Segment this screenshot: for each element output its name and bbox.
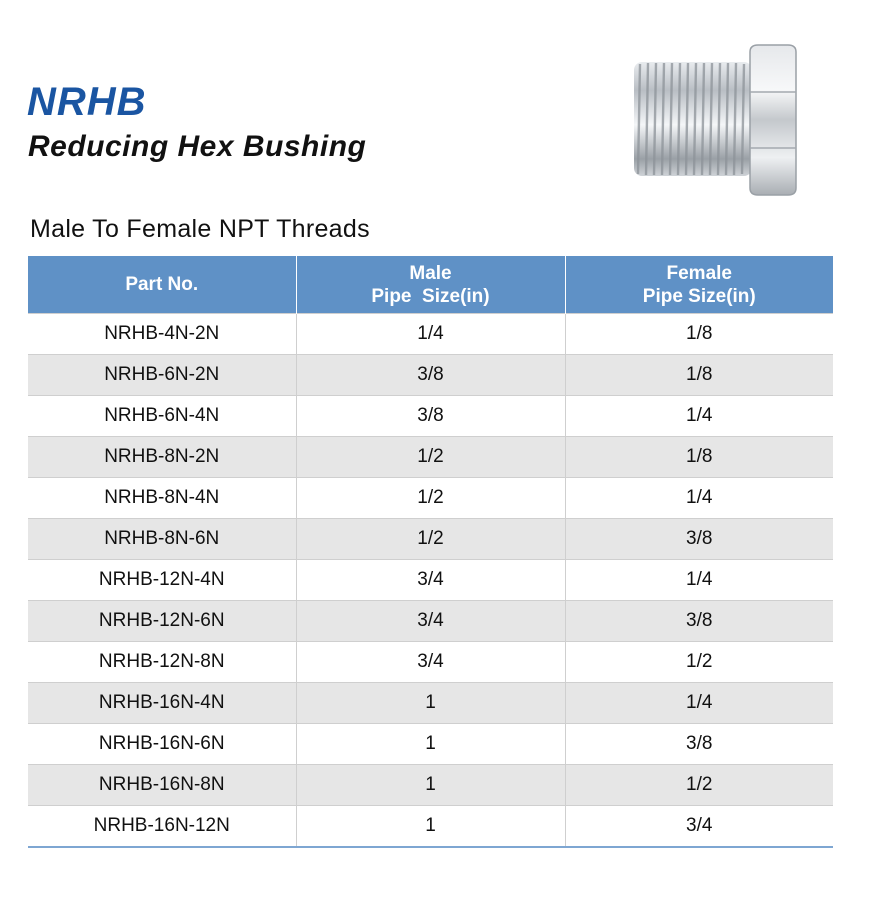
table-row — [28, 519, 833, 560]
male-size-cell: 3/4 — [296, 560, 565, 601]
part-no-cell: NRHB-6N-2N — [28, 355, 296, 396]
header-male-line1: Male — [409, 262, 452, 284]
male-size-cell: 3/8 — [296, 355, 565, 396]
header-male-line2: Pipe Size(in) — [371, 285, 490, 307]
part-no-cell: NRHB-8N-2N — [28, 437, 296, 478]
male-size-cell: 1 — [296, 806, 565, 848]
table-row — [28, 601, 833, 642]
female-size-cell: 1/4 — [565, 396, 833, 437]
male-size-cell: 1/2 — [296, 437, 565, 478]
part-no-cell: NRHB-4N-2N — [28, 314, 296, 355]
header-female-line2: Pipe Size(in) — [642, 285, 756, 307]
part-no-cell: NRHB-8N-4N — [28, 478, 296, 519]
header-female-size — [565, 256, 833, 314]
part-no-cell: NRHB-12N-4N — [28, 560, 296, 601]
table-row — [28, 806, 833, 848]
table-row — [28, 314, 833, 355]
female-size-cell: 1/8 — [565, 314, 833, 355]
table-row — [28, 437, 833, 478]
male-size-cell: 1/2 — [296, 478, 565, 519]
male-size-cell: 3/4 — [296, 601, 565, 642]
table-row — [28, 724, 833, 765]
male-size-cell: 1 — [296, 683, 565, 724]
hex-nut — [750, 45, 796, 195]
female-size-cell: 3/8 — [565, 519, 833, 560]
header-female-line1: Female — [666, 262, 732, 284]
part-no-cell: NRHB-12N-6N — [28, 601, 296, 642]
table-body — [28, 314, 833, 848]
hex-bushing-image — [628, 40, 800, 200]
table-row — [28, 642, 833, 683]
female-size-cell: 3/8 — [565, 724, 833, 765]
male-size-cell: 3/8 — [296, 396, 565, 437]
male-size-cell: 1/4 — [296, 314, 565, 355]
table-row — [28, 560, 833, 601]
female-size-cell: 3/8 — [565, 601, 833, 642]
table-header-row — [28, 256, 833, 314]
table-row — [28, 396, 833, 437]
female-size-cell: 1/4 — [565, 683, 833, 724]
part-no-cell: NRHB-16N-12N — [28, 806, 296, 848]
part-no-cell: NRHB-6N-4N — [28, 396, 296, 437]
female-size-cell: 1/2 — [565, 765, 833, 806]
female-size-cell: 1/2 — [565, 642, 833, 683]
table-row — [28, 355, 833, 396]
female-size-cell: 1/4 — [565, 478, 833, 519]
male-size-cell: 1/2 — [296, 519, 565, 560]
header-part-no — [28, 256, 296, 314]
female-size-cell: 1/8 — [565, 437, 833, 478]
table-row — [28, 765, 833, 806]
part-no-cell: NRHB-16N-8N — [28, 765, 296, 806]
female-size-cell: 1/8 — [565, 355, 833, 396]
part-no-cell: NRHB-12N-8N — [28, 642, 296, 683]
header-part-no-label: Part No. — [125, 274, 199, 295]
part-no-cell: NRHB-16N-6N — [28, 724, 296, 765]
product-code: NRHB — [27, 80, 147, 124]
part-no-cell: NRHB-8N-6N — [28, 519, 296, 560]
product-name: Reducing Hex Bushing — [28, 130, 367, 163]
male-size-cell: 3/4 — [296, 642, 565, 683]
part-no-cell: NRHB-16N-4N — [28, 683, 296, 724]
female-size-cell: 1/4 — [565, 560, 833, 601]
male-size-cell: 1 — [296, 724, 565, 765]
table-row — [28, 683, 833, 724]
spec-table — [28, 256, 833, 848]
header-male-size — [296, 256, 565, 314]
female-size-cell: 3/4 — [565, 806, 833, 848]
table-row — [28, 478, 833, 519]
male-size-cell: 1 — [296, 765, 565, 806]
table-caption: Male To Female NPT Threads — [30, 215, 370, 243]
